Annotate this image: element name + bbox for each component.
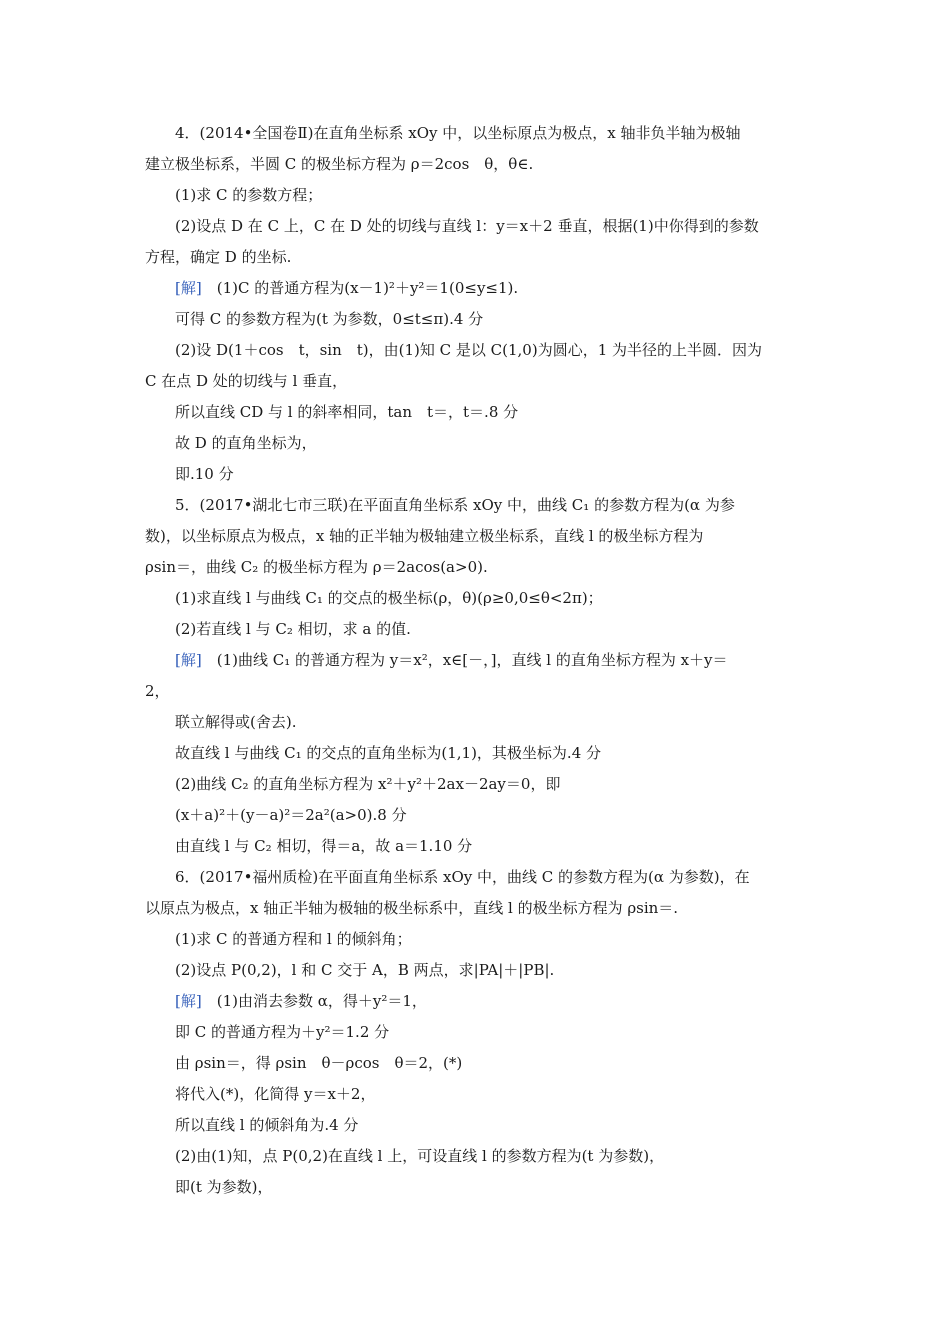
problem-4-solution-1 [145, 273, 810, 304]
solution-text: (1)C 的普通方程为(x－1)²＋y²＝1(0≤y≤1). [216, 279, 519, 297]
problem-5-question-1: (1)求直线 l 与曲线 C₁ 的交点的极坐标(ρ，θ)(ρ≥0,0≤θ<2π)； [175, 589, 603, 607]
problem-6-solution-6: (2)由(1)知，点 P(0,2)在直线 l 上，可设直线 l 的参数方程为(t 为参数)， [175, 1147, 665, 1165]
problem-6-solution-3: 由 ρsin＝，得 ρsin θ－ρcos θ＝2，(*) [175, 1054, 463, 1072]
problem-5-solution-1-cont: 2， [145, 682, 170, 700]
problem-5-solution-1 [145, 645, 810, 676]
problem-6-question-1: (1)求 C 的普通方程和 l 的倾斜角； [175, 930, 412, 948]
problem-4-solution-7: 即.10 分 [175, 465, 234, 483]
solution-label: [解] [175, 279, 202, 297]
problem-4-solution-2: 可得 C 的参数方程为(t 为参数，0≤t≤π).4 分 [175, 310, 484, 328]
problem-5-stem: 5．(2017•湖北七市三联)在平面直角坐标系 xOy 中，曲线 C₁ 的参数方程为(α 为参 [175, 496, 735, 514]
solution-text: (1)曲线 C₁ 的普通方程为 y＝x²，x∈[－，]，直线 l 的直角坐标方程为 x＋y＝ [216, 651, 728, 669]
problem-5-solution-6: 由直线 l 与 C₂ 相切，得＝a，故 a＝1.10 分 [175, 837, 473, 855]
problem-5-stem-cont-1: 数)，以坐标原点为极点，x 轴的正半轴为极轴建立极坐标系，直线 l 的极坐标方程为 [145, 527, 704, 545]
problem-6-solution-1 [145, 986, 810, 1017]
solution-label: [解] [175, 992, 202, 1010]
problem-6-solution-7: 即(t 为参数)， [175, 1178, 273, 1196]
document-body [145, 118, 810, 1203]
problem-5-solution-2: 联立解得或(舍去). [175, 713, 297, 731]
solution-label: [解] [175, 651, 202, 669]
problem-4-stem: 4．(2014•全国卷Ⅱ)在直角坐标系 xOy 中，以坐标原点为极点，x 轴非负半轴为极轴 [175, 124, 741, 142]
problem-5-solution-4: (2)曲线 C₂ 的直角坐标方程为 x²＋y²＋2ax－2ay＝0，即 [175, 775, 561, 793]
problem-6-solution-4: 将代入(*)，化简得 y＝x＋2， [175, 1085, 376, 1103]
problem-4-question-2-cont: 方程，确定 D 的坐标. [145, 248, 292, 266]
solution-text: (1)由消去参数 α，得＋y²＝1， [216, 992, 427, 1010]
problem-4-question-2: (2)设点 D 在 C 上，C 在 D 处的切线与直线 l：y＝x＋2 垂直，根据(1)中你得到的参数 [175, 217, 759, 235]
problem-6-solution-2: 即 C 的普通方程为＋y²＝1.2 分 [175, 1023, 390, 1041]
problem-6-stem-cont: 以原点为极点，x 轴正半轴为极轴的极坐标系中，直线 l 的极坐标方程为 ρsin＝. [145, 899, 679, 917]
problem-4-solution-4: C 在点 D 处的切线与 l 垂直， [145, 372, 348, 390]
problem-4-question-1: (1)求 C 的参数方程； [175, 186, 323, 204]
problem-5-question-2: (2)若直线 l 与 C₂ 相切，求 a 的值. [175, 620, 411, 638]
problem-5-stem-cont-2: ρsin＝，曲线 C₂ 的极坐标方程为 ρ＝2acos(a>0). [145, 558, 488, 576]
problem-4-stem-cont: 建立极坐标系，半圆 C 的极坐标方程为 ρ＝2cos θ，θ∈. [145, 155, 534, 173]
problem-4-solution-3: (2)设 D(1＋cos t，sin t)，由(1)知 C 是以 C(1,0)为圆心，1 为半径的上半圆．因为 [175, 341, 763, 359]
problem-5-solution-5: (x＋a)²＋(y－a)²＝2a²(a>0).8 分 [175, 806, 407, 824]
problem-5-solution-3: 故直线 l 与曲线 C₁ 的交点的直角坐标为(1,1)，其极坐标为.4 分 [175, 744, 602, 762]
problem-6-stem: 6．(2017•福州质检)在平面直角坐标系 xOy 中，曲线 C 的参数方程为(α 为参数)，在 [175, 868, 750, 886]
problem-4-solution-6: 故 D 的直角坐标为， [175, 434, 317, 452]
problem-6-question-2: (2)设点 P(0,2)，l 和 C 交于 A，B 两点，求|PA|＋|PB|. [175, 961, 555, 979]
problem-6-solution-5: 所以直线 l 的倾斜角为.4 分 [175, 1116, 359, 1134]
problem-4-solution-5: 所以直线 CD 与 l 的斜率相同，tan t＝，t＝.8 分 [175, 403, 519, 421]
